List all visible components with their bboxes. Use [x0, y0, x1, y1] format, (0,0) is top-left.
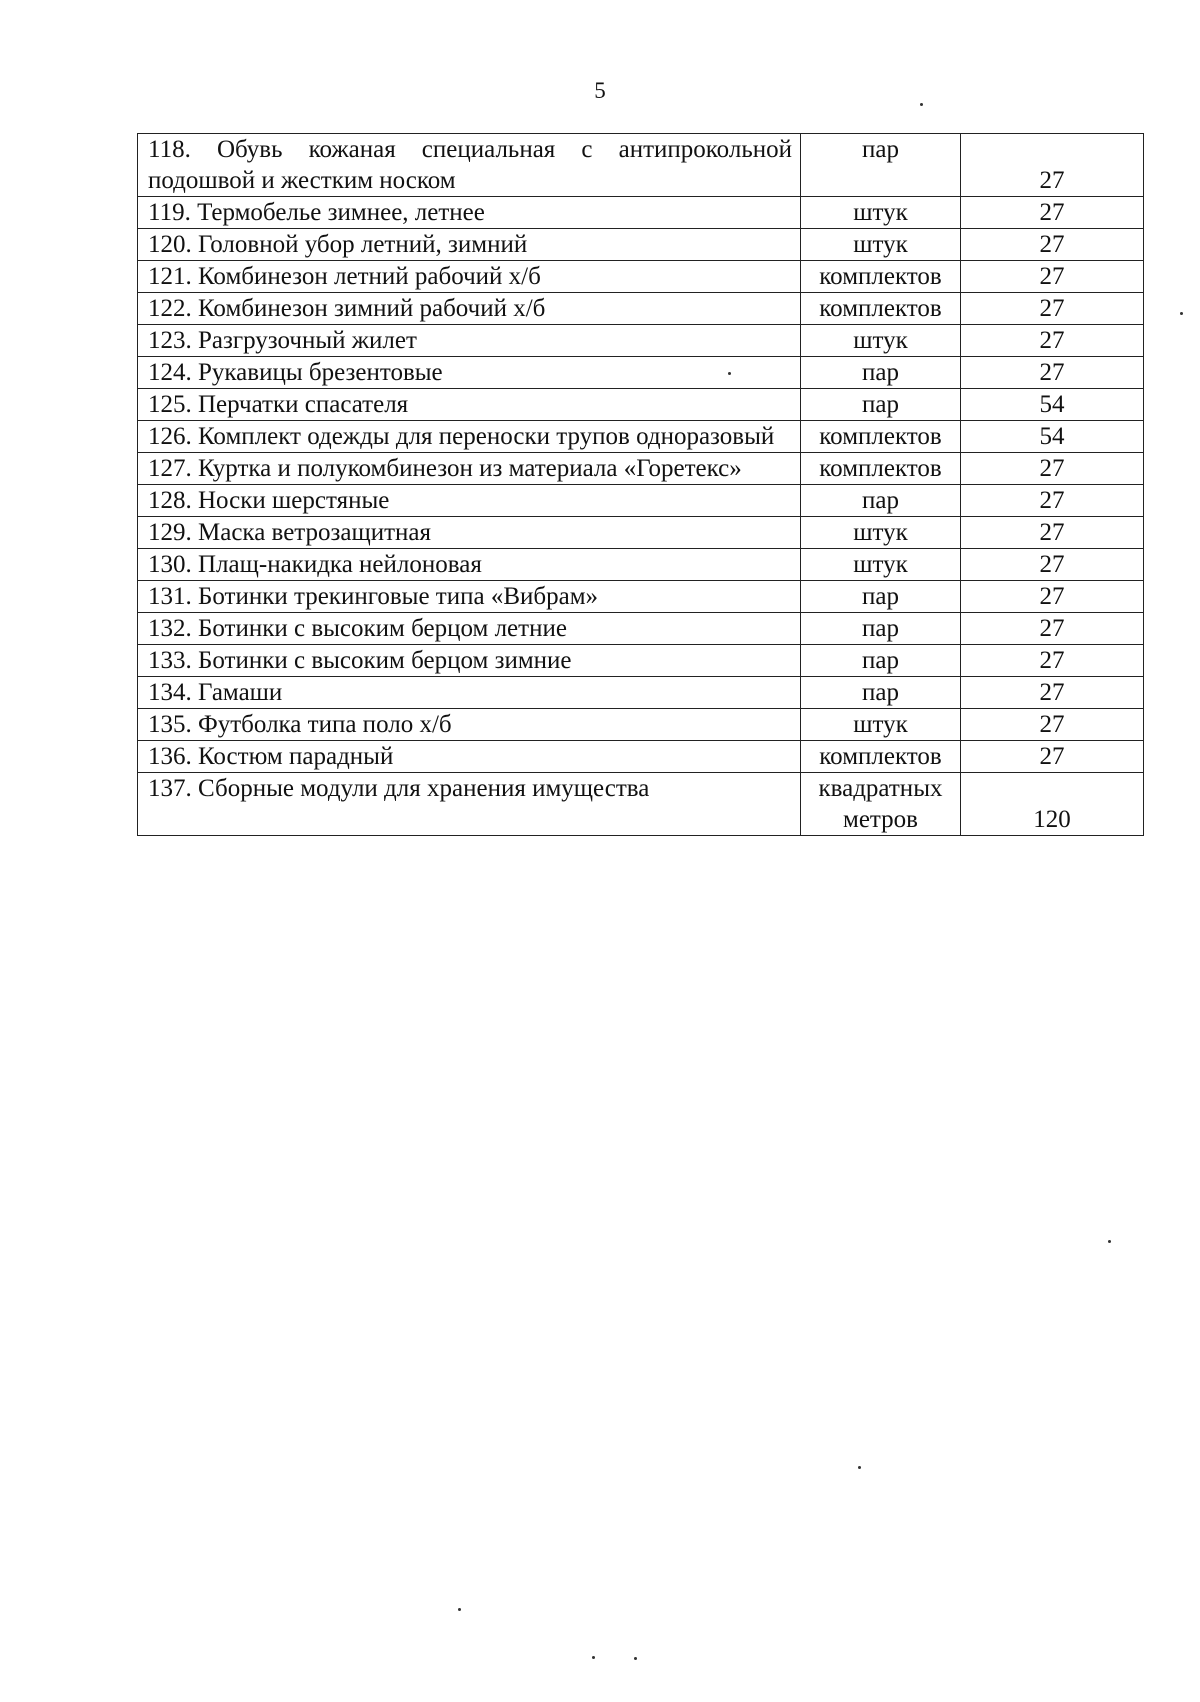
item-name: 134. Гамаши — [138, 677, 801, 709]
item-name: 133. Ботинки с высоким берцом зимние — [138, 645, 801, 677]
item-name: 135. Футболка типа поло х/б — [138, 709, 801, 741]
item-name: 120. Головной убор летний, зимний — [138, 229, 801, 261]
table-row — [138, 517, 1144, 549]
items-table — [137, 133, 1144, 836]
item-name: 121. Комбинезон летний рабочий х/б — [138, 261, 801, 293]
item-quantity: 27 — [961, 325, 1144, 357]
item-unit: комплектов — [801, 293, 961, 325]
table-row — [138, 773, 1144, 836]
table-row — [138, 741, 1144, 773]
table-row — [138, 197, 1144, 229]
item-quantity: 27 — [961, 613, 1144, 645]
item-name: 123. Разгрузочный жилет — [138, 325, 801, 357]
item-quantity: 27 — [961, 229, 1144, 261]
item-unit: пар — [801, 134, 961, 197]
item-quantity: 27 — [961, 741, 1144, 773]
table-row — [138, 613, 1144, 645]
item-name: 130. Плащ-накидка нейлоновая — [138, 549, 801, 581]
item-quantity: 54 — [961, 421, 1144, 453]
item-quantity: 27 — [961, 293, 1144, 325]
table-row — [138, 134, 1144, 197]
item-name: 137. Сборные модули для хранения имущества — [138, 773, 801, 836]
table-row — [138, 293, 1144, 325]
item-unit: комплектов — [801, 453, 961, 485]
table-row — [138, 357, 1144, 389]
scan-speck — [920, 103, 923, 106]
scan-speck — [1180, 312, 1183, 315]
item-quantity: 27 — [961, 485, 1144, 517]
item-name: 136. Костюм парадный — [138, 741, 801, 773]
table-row — [138, 261, 1144, 293]
item-unit: пар — [801, 645, 961, 677]
table-row — [138, 709, 1144, 741]
item-quantity: 27 — [961, 453, 1144, 485]
item-quantity: 27 — [961, 645, 1144, 677]
item-name: 132. Ботинки с высоким берцом летние — [138, 613, 801, 645]
table-row — [138, 581, 1144, 613]
scan-speck — [1108, 1240, 1111, 1243]
item-unit: штук — [801, 229, 961, 261]
table-row — [138, 485, 1144, 517]
item-unit: пар — [801, 677, 961, 709]
item-name: 131. Ботинки трекинговые типа «Вибрам» — [138, 581, 801, 613]
scan-speck — [634, 1657, 637, 1660]
table-row — [138, 421, 1144, 453]
table-row — [138, 325, 1144, 357]
item-unit: штук — [801, 325, 961, 357]
item-unit: пар — [801, 389, 961, 421]
item-unit: пар — [801, 357, 961, 389]
item-name: 124. Рукавицы брезентовые — [138, 357, 801, 389]
item-quantity: 27 — [961, 357, 1144, 389]
item-unit: штук — [801, 197, 961, 229]
item-unit: штук — [801, 709, 961, 741]
table-row — [138, 677, 1144, 709]
table-row — [138, 229, 1144, 261]
scan-speck — [728, 372, 731, 375]
item-name: 118. Обувь кожаная специальная с антипрокольной подошвой и жестким носком — [138, 134, 801, 197]
item-quantity: 27 — [961, 709, 1144, 741]
item-quantity: 27 — [961, 261, 1144, 293]
item-quantity: 27 — [961, 549, 1144, 581]
item-unit: квадратных метров — [801, 773, 961, 836]
scan-speck — [458, 1608, 461, 1611]
table-row — [138, 645, 1144, 677]
item-quantity: 27 — [961, 581, 1144, 613]
item-quantity: 27 — [961, 517, 1144, 549]
scan-speck — [592, 1656, 595, 1659]
item-name: 119. Термобелье зимнее, летнее — [138, 197, 801, 229]
item-name: 128. Носки шерстяные — [138, 485, 801, 517]
item-unit: штук — [801, 517, 961, 549]
table-row — [138, 549, 1144, 581]
table-row — [138, 389, 1144, 421]
item-name: 129. Маска ветрозащитная — [138, 517, 801, 549]
item-name: 127. Куртка и полукомбинезон из материала «Горетекс» — [138, 453, 801, 485]
item-unit: пар — [801, 581, 961, 613]
item-unit: пар — [801, 485, 961, 517]
item-unit: пар — [801, 613, 961, 645]
item-unit: комплектов — [801, 741, 961, 773]
item-name: 122. Комбинезон зимний рабочий х/б — [138, 293, 801, 325]
item-quantity: 27 — [961, 134, 1144, 197]
item-quantity: 54 — [961, 389, 1144, 421]
scan-speck — [858, 1466, 861, 1469]
item-unit: комплектов — [801, 261, 961, 293]
item-unit: комплектов — [801, 421, 961, 453]
item-unit: штук — [801, 549, 961, 581]
item-quantity: 27 — [961, 197, 1144, 229]
table-row — [138, 453, 1144, 485]
item-quantity: 27 — [961, 677, 1144, 709]
item-quantity: 120 — [961, 773, 1144, 836]
item-name: 125. Перчатки спасателя — [138, 389, 801, 421]
item-name: 126. Комплект одежды для переноски трупов одноразовый — [138, 421, 801, 453]
page-number: 5 — [594, 78, 606, 103]
